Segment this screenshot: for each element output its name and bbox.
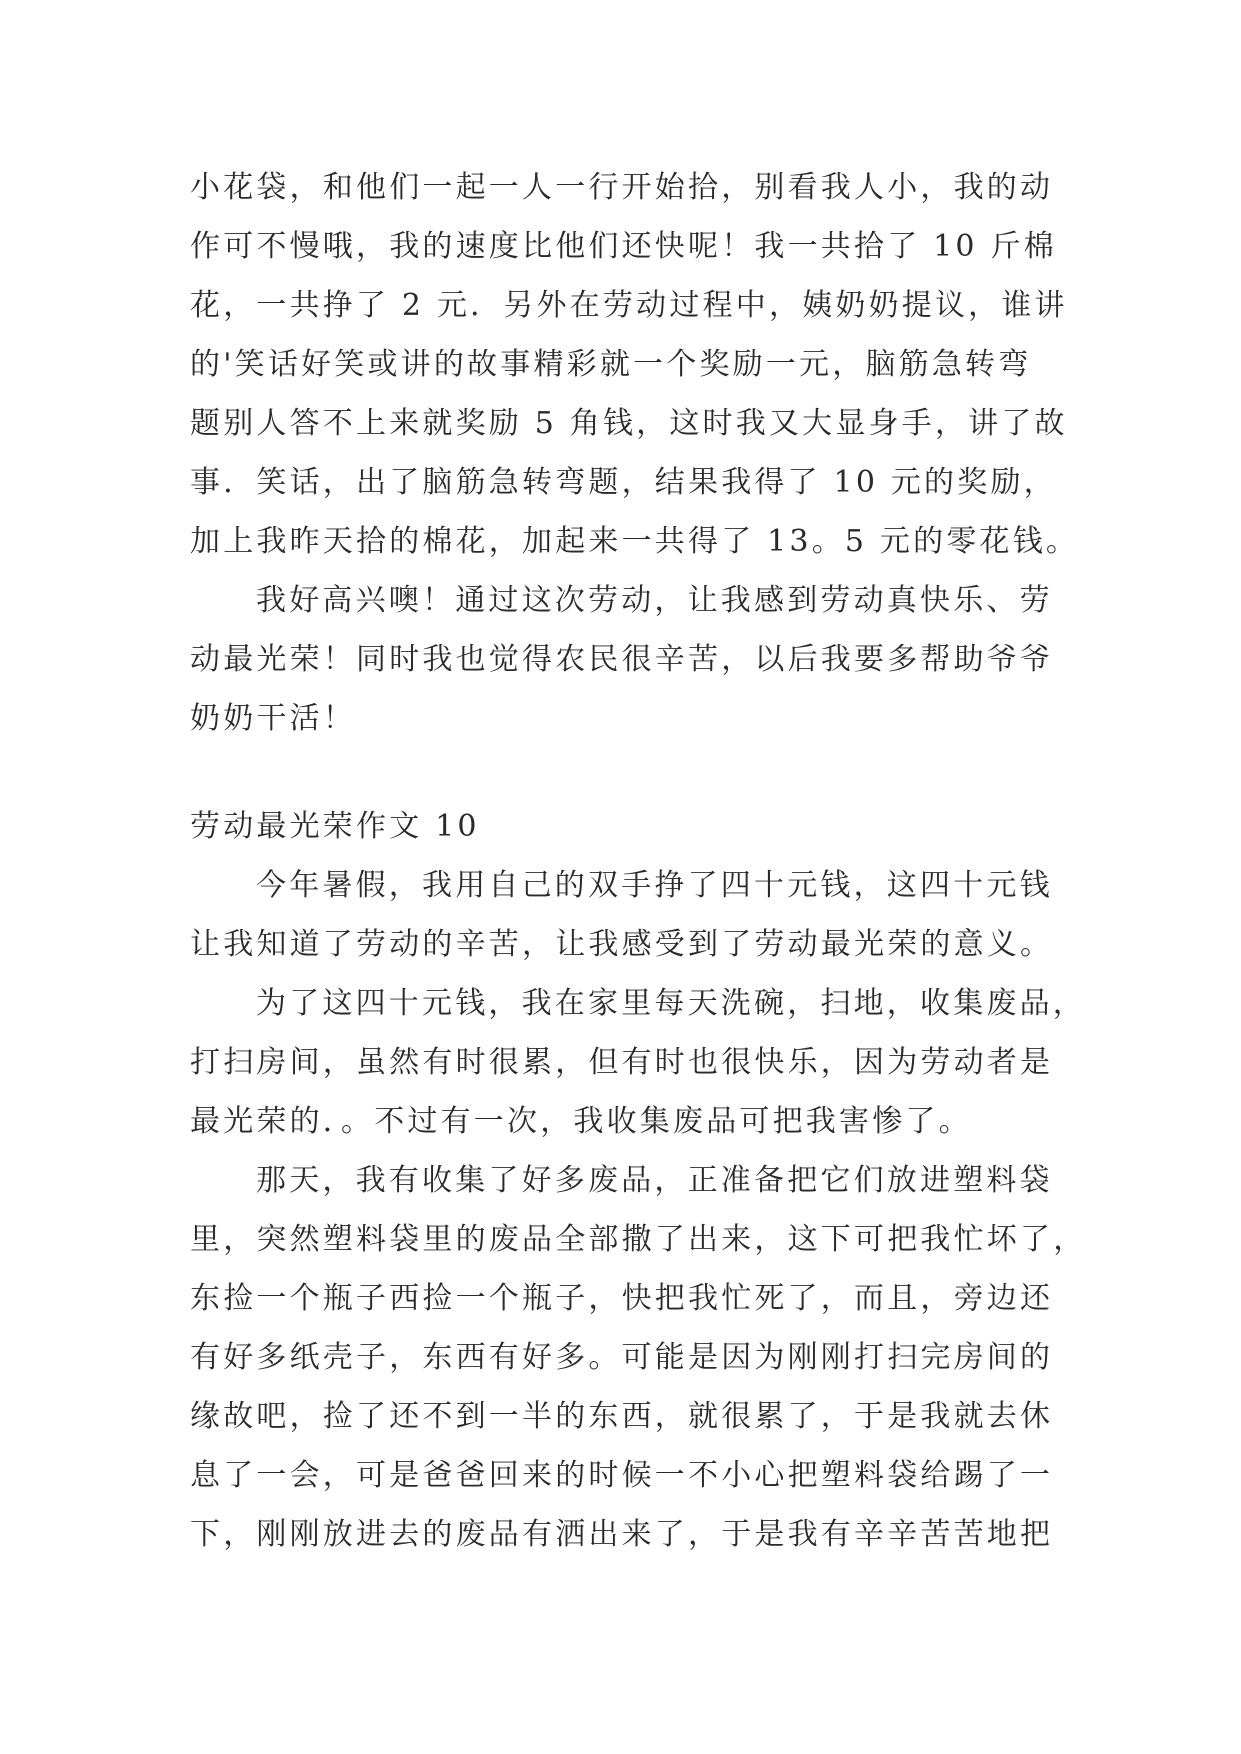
text-line: 有好多纸壳子，东西有好多。可能是因为刚刚打扫完房间的: [190, 1340, 1054, 1375]
text-line: 东捡一个瓶子西捡一个瓶子，快把我忙死了，而且，旁边还: [190, 1281, 1054, 1316]
text-line: 下，刚刚放进去的废品有洒出来了，于是我有辛辛苦苦地把: [190, 1517, 1054, 1552]
previous-essay-continuation: [190, 158, 1080, 748]
text-line: 那天，我有收集了好多废品，正准备把它们放进塑料袋: [256, 1163, 1053, 1198]
text-line: 里，突然塑料袋里的废品全部撒了出来，这下可把我忙坏了，: [190, 1222, 1087, 1257]
text-line: 今年暑假，我用自己的双手挣了四十元钱，这四十元钱: [256, 868, 1053, 903]
text-line: 最光荣的．。不过有一次，我收集废品可把我害惨了。: [190, 1104, 972, 1139]
text-line: 为了这四十元钱，我在家里每天洗碗，扫地，收集废品，: [256, 986, 1086, 1021]
text-line: 动最光荣！同时我也觉得农民很辛苦，以后我要多帮助爷爷: [190, 642, 1054, 677]
text-line: 小花袋，和他们一起一人一行开始拾，别看我人小，我的动: [190, 170, 1054, 205]
text-line: 我好高兴噢！通过这次劳动，让我感到劳动真快乐、劳: [256, 583, 1053, 618]
text-line: 作可不慢哦，我的速度比他们还快呢！我一共拾了 10 斤棉: [190, 229, 1057, 264]
essay-section: [190, 797, 1087, 1564]
text-line: 事．笑话，出了脑筋急转弯题，结果我得了 10 元的奖励，: [190, 465, 1057, 500]
essay-title: 劳动最光荣作文 10: [190, 809, 480, 844]
text-line: 打扫房间，虽然有时很累，但有时也很快乐，因为劳动者是: [190, 1045, 1054, 1080]
text-line: 加上我昨天拾的棉花，加起来一共得了 13。5 元的零花钱。: [190, 524, 1080, 559]
text-line: 让我知道了劳动的辛苦，让我感受到了劳动最光荣的意义。: [190, 927, 1054, 962]
text-line: 的'笑话好笑或讲的故事精彩就一个奖励一元，脑筋急转弯: [190, 347, 1032, 382]
text-line: 奶奶干活！: [190, 701, 356, 736]
text-line: 题别人答不上来就奖励 5 角钱，这时我又大显身手，讲了故: [190, 406, 1068, 441]
text-line: 花，一共挣了 2 元．另外在劳动过程中，姨奶奶提议，谁讲: [190, 288, 1068, 323]
text-line: 缘故吧，捡了还不到一半的东西，就很累了，于是我就去休: [190, 1399, 1054, 1434]
text-line: 息了一会，可是爸爸回来的时候一不小心把塑料袋给踢了一: [190, 1458, 1054, 1493]
